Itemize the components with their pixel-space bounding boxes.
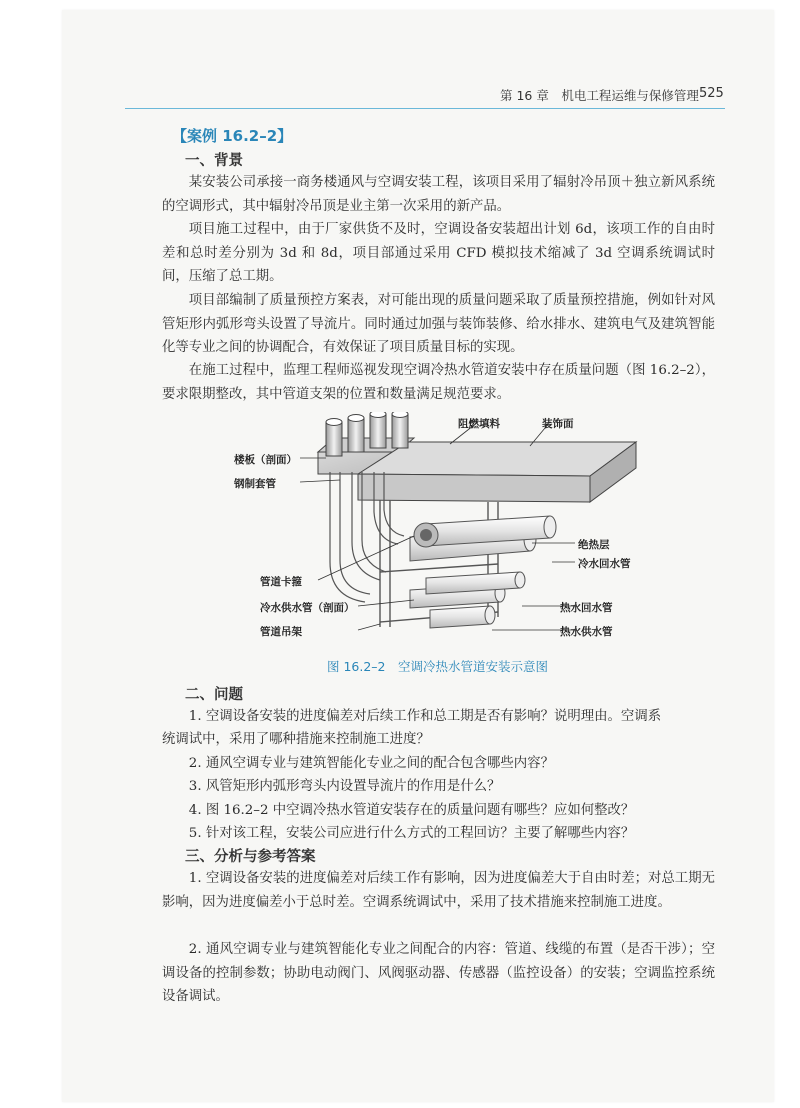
running-header <box>125 86 725 104</box>
page-number: 525 <box>699 86 724 101</box>
questions-heading: 二、问题 <box>185 687 243 703</box>
question-3: 3. 风管矩形内弧形弯头内设置导流片的作用是什么？ <box>188 779 501 794</box>
ceiling-front-face <box>358 474 590 502</box>
answer-2: 2. 通风空调专业与建筑智能化专业之间配合的内容：管道、线缆的布置（是否干涉）；空调设备的控制参数；协助电动阀门、风阀驱动器、传感器（监控设备）的安装；空调监控系统设备调试。 <box>162 942 715 1004</box>
background-paragraph-2: 项目施工过程中，由于厂家供货不及时，空调设备安装超出计划 6d，该项工作的自由时差和总时差分别为 3d 和 8d，项目部通过采用 CFD 模拟技术缩减了 3d 空调系统调试时间，压缩了总工期。 <box>162 222 715 284</box>
label-hot-supply: 热水供水管 <box>560 626 613 638</box>
lower-pipes <box>410 572 525 628</box>
label-fire-fill: 阻燃填料 <box>458 418 500 430</box>
pipe-diagram <box>230 412 640 652</box>
label-floor-slab: 楼板（剖面） <box>234 454 297 466</box>
label-pipe-clamp: 管道卡箍 <box>260 576 302 588</box>
chapter-title: 第 16 章 机电工程运维与保修管理 <box>500 88 699 103</box>
label-steel-sleeve: 钢制套管 <box>234 478 276 490</box>
question-1-line-2: 统调试中，采用了哪种措施来控制施工进度？ <box>162 732 430 747</box>
upper-pipes <box>410 516 556 561</box>
label-hanger: 管道吊架 <box>260 626 302 638</box>
question-4: 4. 图 16.2–2 中空调冷热水管道安装存在的质量问题有哪些？应如何整改？ <box>188 803 635 818</box>
label-finish-face: 装饰面 <box>542 418 574 430</box>
label-hot-return: 热水回水管 <box>560 602 613 614</box>
label-chilled-supply: 冷水供水管（剖面） <box>260 602 355 614</box>
background-paragraph-4: 在施工过程中，监理工程师巡视发现空调冷热水管道安装中存在质量问题（图 16.2–2），要求限期整改，其中管道支架的位置和数量满足规范要求。 <box>162 363 715 402</box>
question-5: 5. 针对该工程，安装公司应进行什么方式的工程回访？主要了解哪些内容？ <box>188 826 635 841</box>
pipe-installation-figure <box>230 412 640 652</box>
label-chilled-return: 冷水回水管 <box>578 558 631 570</box>
answers-heading: 三、分析与参考答案 <box>185 849 316 865</box>
question-2: 2. 通风空调专业与建筑智能化专业之间的配合包含哪些内容？ <box>188 756 554 771</box>
background-heading: 一、背景 <box>185 153 243 169</box>
case-title: 【案例 16.2–2】 <box>172 127 293 145</box>
label-insulation: 绝热层 <box>578 539 610 551</box>
background-paragraph-3: 项目部编制了质量预控方案表，对可能出现的质量问题采取了质量预控措施，例如针对风管矩形内弧形弯头设置了导流片。同时通过加强与装饰装修、给水排水、建筑电气及建筑智能化等专业之间的协调配合，有效保证了项目质量目标的实现。 <box>162 293 715 355</box>
question-1-line-1: 1. 空调设备安装的进度偏差对后续工作和总工期是否有影响？说明理由。空调系 <box>188 709 662 724</box>
header-rule <box>125 108 725 109</box>
background-paragraph-1: 某安装公司承接一商务楼通风与空调安装工程，该项目采用了辐射冷吊顶＋独立新风系统的空调形式，其中辐射冷吊顶是业主第一次采用的新产品。 <box>162 175 715 214</box>
figure-caption: 图 16.2–2 空调冷热水管道安装示意图 <box>327 659 549 674</box>
answer-1: 1. 空调设备安装的进度偏差对后续工作有影响，因为进度偏差大于自由时差；对总工期无影响，因为进度偏差小于总时差。空调系统调试中，采用了技术措施来控制施工进度。 <box>162 871 715 910</box>
